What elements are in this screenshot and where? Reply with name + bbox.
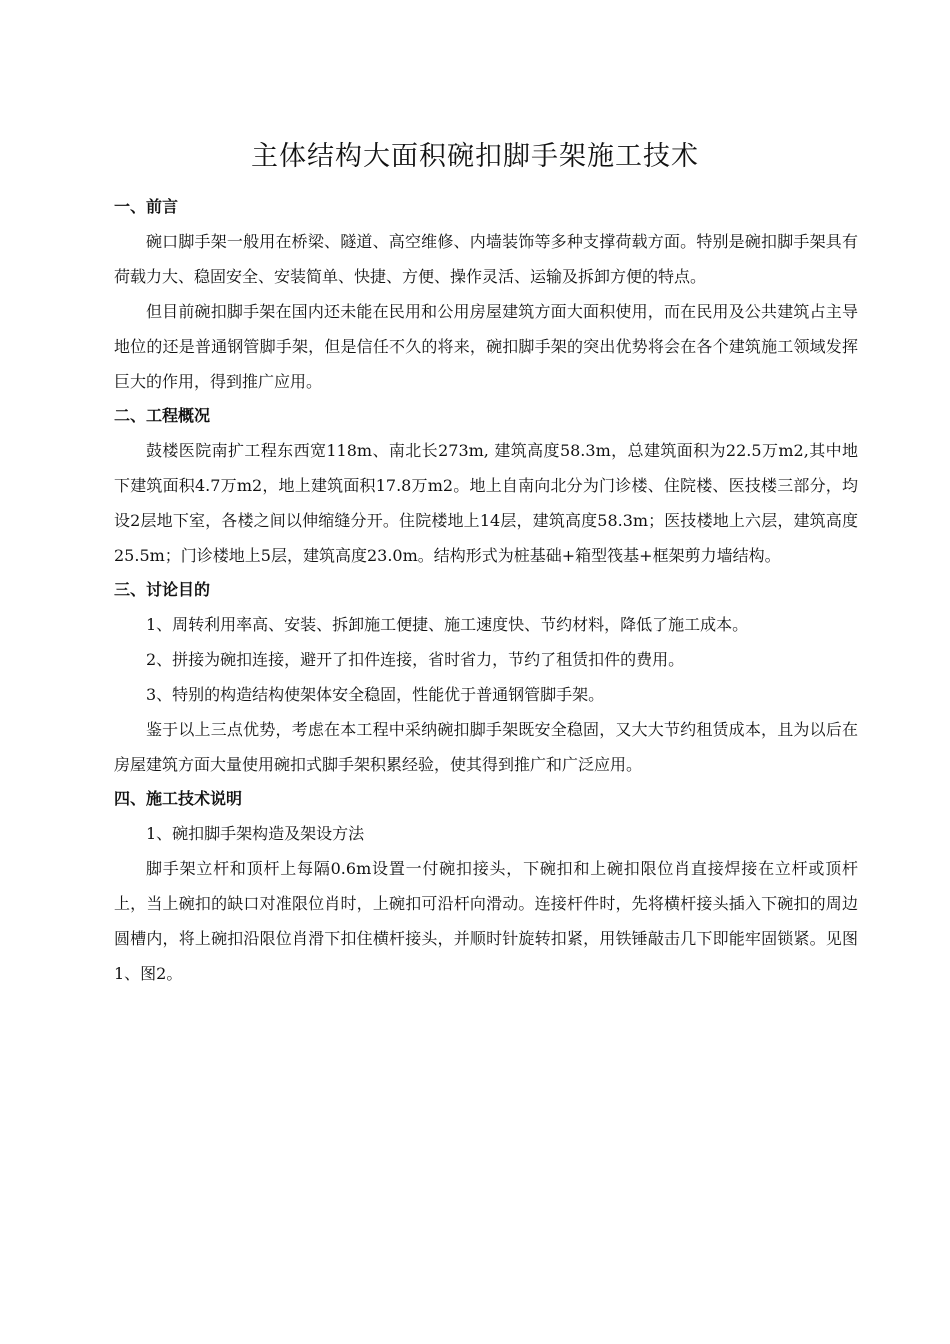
section-heading-purpose: 三、讨论目的 [114,580,211,599]
paragraph: 但目前碗扣脚手架在国内还未能在民用和公用房屋建筑方面大面积使用，而在民用及公共建筑占主导地位的还是普通钢管脚手架，但是信任不久的将来，碗扣脚手架的突出优势将会在各个建筑施工领域发挥巨大的作用，得到推广应用。 [114,302,858,391]
paragraph: 2、拼接为碗扣连接，避开了扣件连接，省时省力，节约了租赁扣件的费用。 [146,650,685,669]
paragraph: 鉴于以上三点优势，考虑在本工程中采纳碗扣脚手架既安全稳固，又大大节约租赁成本，且为以后在房屋建筑方面大量使用碗扣式脚手架积累经验，使其得到推广和广泛应用。 [114,720,858,774]
paragraph: 1、碗扣脚手架构造及架设方法 [146,824,365,843]
paragraph: 脚手架立杆和顶杆上每隔0.6m设置一付碗扣接头，下碗扣和上碗扣限位肖直接焊接在立杆或顶杆上，当上碗扣的缺口对准限位肖时，上碗扣可沿杆向滑动。连接杆件时，先将横杆接头插入下碗扣的周边圆槽内，将上碗扣沿限位肖滑下扣住横杆接头，并顺时针旋转扣紧，用铁锤敲击几下即能牢固锁紧。见图1、图2。 [114,859,858,983]
paragraph: 鼓楼医院南扩工程东西宽118m、南北长273m, 建筑高度58.3m，总建筑面积为22.5万m2,其中地下建筑面积4.7万m2，地上建筑面积17.8万m2。地上自南向北分为门诊楼、住院楼、医技楼三部分，均设2层地下室，各楼之间以伸缩缝分开。住院楼地上14层，建筑高度58.3m；医技楼地上六层，建筑高度25.5m；门诊楼地上5层，建筑高度23.0m。结构形式为桩基础+箱型筏基+框架剪力墙结构。 [114,441,858,565]
document-title: 主体结构大面积碗扣脚手架施工技术 [251,141,699,172]
section-heading-construction-technique: 四、施工技术说明 [114,789,243,808]
paragraph: 碗口脚手架一般用在桥梁、隧道、高空维修、内墙装饰等多种支撑荷载方面。特别是碗扣脚手架具有荷载力大、稳固安全、安装简单、快捷、方便、操作灵活、运输及拆卸方便的特点。 [114,232,858,286]
paragraph: 1、周转利用率高、安装、拆卸施工便捷、施工速度快、节约材料，降低了施工成本。 [146,615,749,634]
section-heading-project-overview: 二、工程概况 [114,406,211,425]
document-body [114,190,858,991]
paragraph: 3、特别的构造结构使架体安全稳固，性能优于普通钢管脚手架。 [146,685,605,704]
section-heading-preface: 一、前言 [114,197,179,216]
